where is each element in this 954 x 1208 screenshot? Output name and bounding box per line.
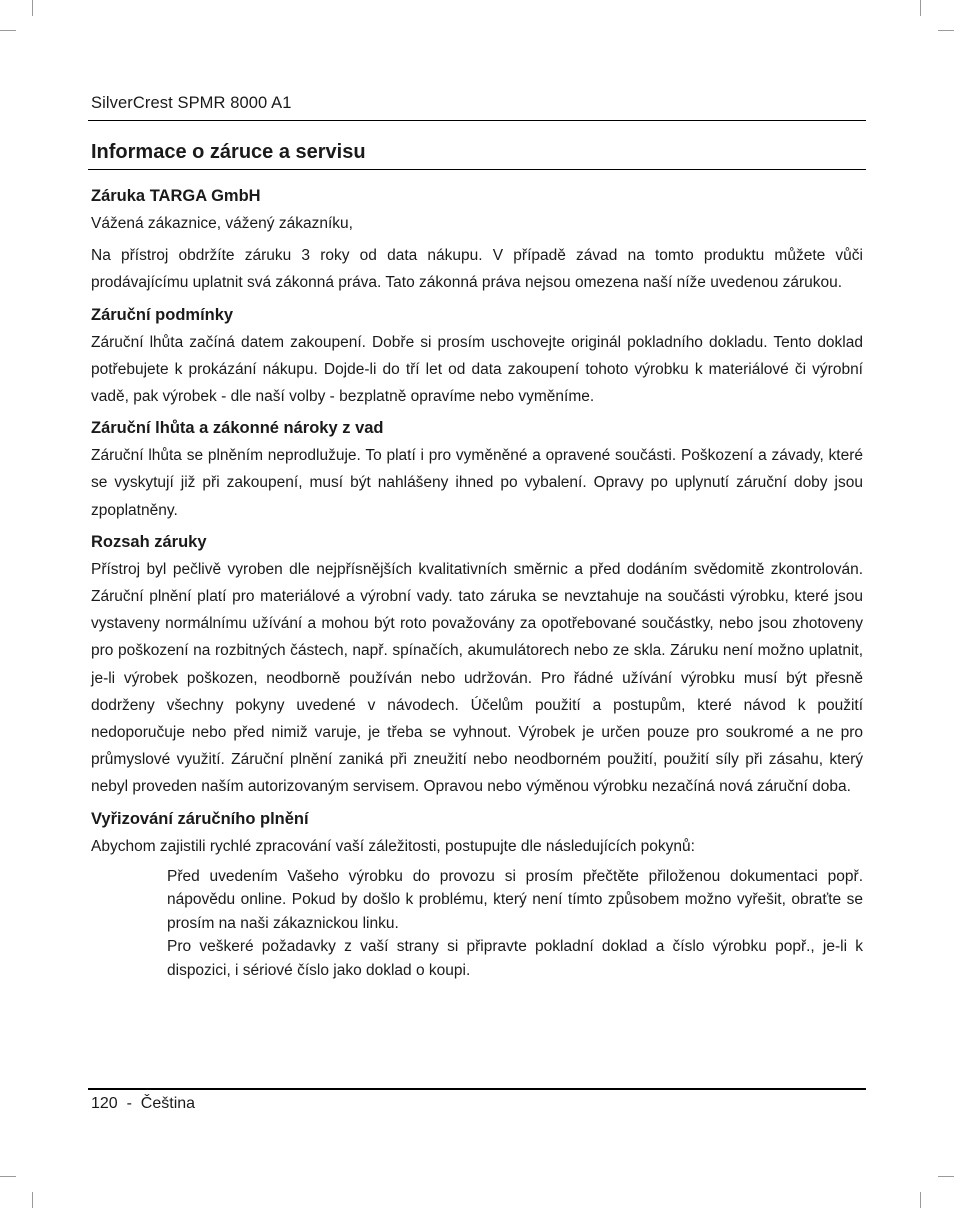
page-body bbox=[91, 183, 863, 982]
running-header: SilverCrest SPMR 8000 A1 bbox=[91, 94, 292, 112]
heading-scope: Rozsah záruky bbox=[91, 532, 207, 551]
paragraph-intro: Na přístroj obdržíte záruku 3 roky od data nákupu. V případě závad na tomto produktu můžete vůči prodávajícímu uplatnit svá zákonná práva. Tato zákonná práva nejsou omezena naší níže uvedenou zárukou. bbox=[91, 247, 863, 292]
page-footer: 120 - Čeština bbox=[91, 1095, 196, 1112]
crop-mark bbox=[938, 30, 954, 31]
heading-conditions: Záruční podmínky bbox=[91, 305, 234, 324]
heading-period: Záruční lhůta a zákonné nároky z vad bbox=[91, 419, 384, 438]
paragraph-greeting: Vážená zákaznice, vážený zákazníku, bbox=[91, 215, 353, 232]
crop-mark bbox=[920, 0, 921, 16]
crop-mark bbox=[0, 1176, 16, 1177]
crop-mark bbox=[0, 30, 16, 31]
list-item: Před uvedením Vašeho výrobku do provozu si prosím přečtěte přiloženou dokumentaci popř. nápovědu online. Pokud by došlo k problému, který není tímto způsobem možno vyřešit, obraťte se prosím na naši zákaznickou linku. bbox=[167, 867, 863, 932]
title-rule bbox=[88, 169, 866, 170]
instruction-list bbox=[91, 865, 863, 983]
footer-rule bbox=[88, 1088, 866, 1090]
crop-mark bbox=[32, 1192, 33, 1208]
crop-mark bbox=[938, 1176, 954, 1177]
list-item: Pro veškeré požadavky z vaší strany si připravte pokladní doklad a číslo výrobku popř., je-li k dispozici, i sériové číslo jako doklad o koupi. bbox=[167, 938, 863, 979]
paragraph-period: Záruční lhůta se plněním neprodlužuje. To platí i pro vyměněné a opravené součásti. Poškození a závady, které se vyskytují již při zakoupení, musí být nahlášeny ihned po vybalení. Opravy po uplynutí záruční doby jsou zpoplatněny. bbox=[91, 447, 863, 519]
crop-mark bbox=[32, 0, 33, 16]
paragraph-conditions: Záruční lhůta začíná datem zakoupení. Dobře si prosím uschovejte originál pokladního dokladu. Tento doklad potřebujete k prokázání nákupu. Dojde-li do tří let od data zakoupení tohoto výrobku k materiálové či výrobní vadě, pak výrobek - dle naší volby - bezplatně opravíme nebo vyměníme. bbox=[91, 333, 863, 406]
header-rule bbox=[88, 120, 866, 121]
paragraph-scope: Přístroj byl pečlivě vyroben dle nejpřísnějších kvalitativních směrnic a před dodáním svědomitě zkontrolován. Záruční plnění platí pro materiálové a výrobní vady. tato záruka se nevztahuje na součásti výrobku, které jsou vystaveny normálnímu užívání a mohou být roto považovány za opotřebované součástky, nebo jsou zhotoveny pro poškození na rozbitných částech, např. spínačích, akumulátorech nebo ze skla. Záruku není možno uplatnit, je-li výrobek poškozen, neodborně používán nebo udržován. Pro řádné užívání výrobku musí být přesně dodrženy všechny pokyny uvedené v návodech. Účelům použití a postupům, které návod k použití nedoporučuje nebo před nimiž varuje, je třeba se vyhnout. Výrobek je určen pouze pro soukromé a ne pro průmyslové využití. Záruční plnění zaniká při zneužití nebo neodborném použití, použití síly při zásahu, který nebyl proveden naším autorizovaným servisem. Opravou nebo výměnou výrobku nezačíná nová záruční doba. bbox=[91, 560, 863, 796]
section-title: Informace o záruce a servisu bbox=[91, 141, 366, 163]
paragraph-handling: Abychom zajistili rychlé zpracování vaší záležitosti, postupujte dle následujících pokynů: bbox=[91, 837, 695, 855]
crop-mark bbox=[920, 1192, 921, 1208]
heading-handling: Vyřizování záručního plnění bbox=[91, 809, 309, 828]
heading-warranty: Záruka TARGA GmbH bbox=[91, 187, 261, 205]
